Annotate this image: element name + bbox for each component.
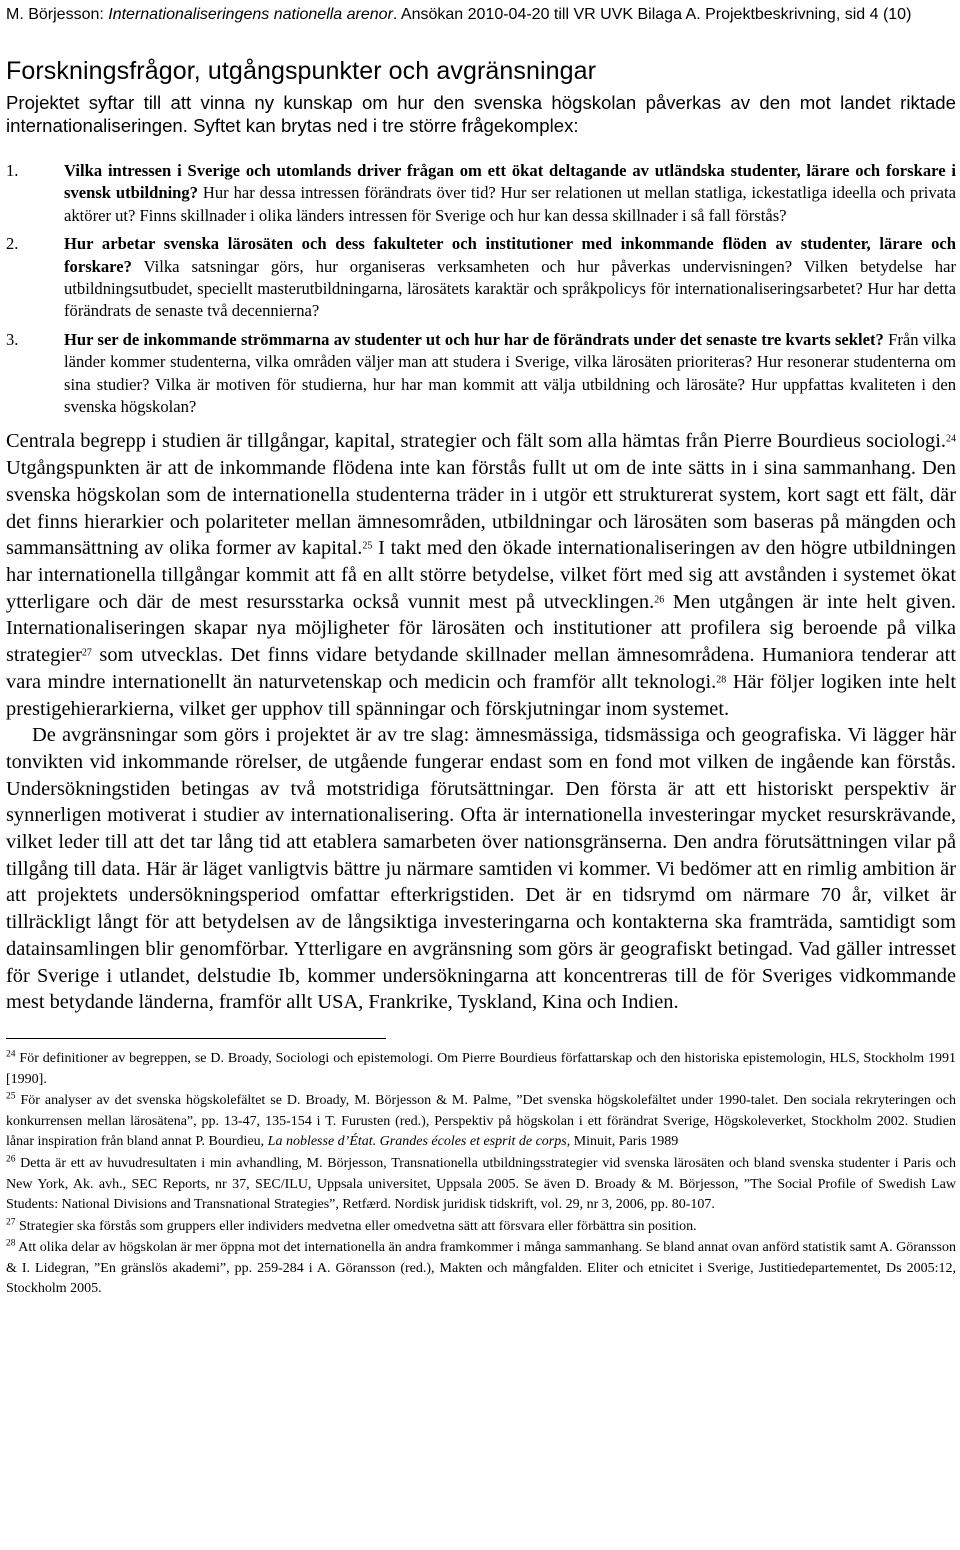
footnote-text: Att olika delar av högskolan är mer öppna mot det internationella än andra framkommer i många sammanhang. Se bland annat ovan anförd statistik samt A. Göransson & I. Lidegran, ”En gränslös akademi”, pp. 259-284 i A. Göransson (red.), Makten och mångfalden. Eliter och etnicitet i Sverige, Justitiedepartementet, Ds 2005:12, Stockholm 2005.	[6, 1240, 956, 1297]
footnote	[6, 1238, 956, 1300]
question-bold-text: Vilka intressen i Sverige och utomlands driver frågan om ett ökat deltagande av utländska studenter, lärare och forskare i svensk utbildning?	[64, 161, 956, 203]
question-text: Vilka satsningar görs, hur organiseras verksamheten och hur påverkas undervisningen? Vilken betydelse har utbildningsutbudet, speciellt masterutbildningarna, lärosätets karaktär och språkpolicys för internationaliseringsarbetet? Hur har detta förändrats de senaste två decennierna?	[64, 256, 956, 321]
question-number: 2.	[6, 234, 19, 254]
question-bold-text: Hur ser de inkommande strömmarna av studenter ut och hur har de förändrats under det senaste tre kvarts seklet?	[64, 329, 884, 349]
footnote-ref[interactable]: 24	[946, 433, 956, 445]
body-paragraph-2: De avgränsningar som görs i projektet är av tre slag: ämnesmässiga, tidsmässiga och geografiska. Vi lägger här tonvikten vid inkommande rörelser, de utgående fungerar endast som en fond mot vilken de ingående kan förstås. Undersökningstiden betingas av två motstridiga förutsättningar. Den första är att ett historiskt perspektiv är synnerligen motiverat i studier av internationalisering. Ofta är internationella investeringar mycket resurskrävande, vilket leder till att det tar lång tid att etablera samarbeten över nationsgränserna. Den andra förutsättningen vilar på tillgång till data. Här är läget vanligtvis bättre ju närmare samtiden vi kommer. Vi bedömer att en rimlig ambition är att projektets undersökningsperiod omfattar efterkrigstiden. Det är en tidsrymd om närmare 70 år, vilket är tillräckligt långt för att betydelsen av de långsiktiga investeringarna och kontakterna ska framträda, samtidigt som datainsamlingen blir genomförbar. Ytterligare en avgränsning som görs är geografiskt betingad. Vad gäller intresset för Sverige i utlandet, delstudie Ib, kommer undersökningarna att koncentreras till de för Sveriges vidkommande mest betydande länderna, framför allt USA, Frankrike, Tyskland, Kina och Indien.	[6, 724, 956, 1014]
question-item	[6, 160, 956, 227]
footnote	[6, 1217, 956, 1238]
body-sentence: Utgångspunkten är att de inkommande flödena inte kan förstås fullt ut om de inte sätts in i sina sammanhang. Den svenska högskolan som de internationella studenterna träder in i utgör ett strukturerat system, kort sagt ett fält, där det finns hierarkier och polariteter mellan ämnesområden, utbildningar och lärosäten som baseras på mängden och sammansättning av olika former av kapital.	[6, 457, 956, 560]
question-text: Från vilka länder kommer studenterna, vilka områden väljer man att studera i Sverige, vilka lärosäten prioriteras? Hur resonerar studenterna om sina studier? Vilka är motiven för studierna, hur har man kommit att välja utbildning och lärosäte? Hur uppfattas kvaliteten i den svenska högskolan?	[64, 329, 956, 417]
header-title: Internationaliseringens nationella arenor	[108, 6, 393, 23]
footnote-ref[interactable]: 25	[362, 540, 373, 552]
question-number: 1.	[6, 161, 19, 180]
intro-paragraph: Projektet syftar till att vinna ny kunskap om hur den svenska högskolan påverkas av den mot landet riktade internationaliseringen. Syftet kan brytas ned i tre större frågekomplex:	[6, 92, 956, 136]
footnote-ref[interactable]: 28	[716, 674, 727, 686]
body-paragraph-1	[6, 428, 956, 722]
body-sentence: Men utgången är inte helt given. Internationaliseringen skapar nya möjligheter för lärosäten och institutioner att profilera sig beroende på vilka strategier	[6, 590, 956, 667]
footnote-ref[interactable]: 27	[81, 647, 92, 659]
footnote-number: 28	[6, 1238, 16, 1249]
section-title: Forskningsfrågor, utgångspunkter och avgränsningar	[6, 57, 597, 85]
question-item	[6, 233, 956, 323]
footnote-italic-title: La noblesse d’État. Grandes écoles et esprit de corps	[267, 1134, 567, 1150]
footnote-separator	[6, 1038, 386, 1039]
footnote-text: Detta är ett av huvudresultaten i min avhandling, M. Börjesson, Transnationella utbildningsstrategier vid svenska lärosäten och bland svenska studenter i Paris och New York, Ak. avh., SEC Reports, nr 37, SEC/ILU, Uppsala universitet, Uppsala 2005. Se även D. Broady & M. Börjesson, ”The Social Profile of Swedish Law Students: National Divisions and Transnational Strategies”, Retfærd. Nordisk juridisk tidskrift, vol. 29, nr 3, 2006, pp. 80-107.	[6, 1155, 956, 1213]
question-number: 3.	[6, 329, 19, 349]
document-page	[6, 0, 956, 1301]
footnote-text: Strategier ska förstås som gruppers eller individers medvetna eller omedvetna sätt att försvara eller förbättra sin position.	[15, 1218, 697, 1234]
body-sentence: som utvecklas. Det finns vidare betydande skillnader mellan ämnesområdena. Humaniora tenderar att vara mindre internationellt än naturvetenskap och medicin och framför allt teknologi.	[6, 644, 956, 693]
footnote-number: 26	[6, 1154, 16, 1165]
footnote-text: För analyser av det svenska högskolefältet se D. Broady, M. Börjesson & M. Palme, ”Det svenska högskolefältet under 1990-talet. Den sociala rekryteringen och konkurrensen mellan lärosätena”, pp. 13-47, 135-154 i T. Furusten (red.), Perspektiv på högskolan i ett förändrat Sverige, Högskoleverket, Stockholm 2002. Studien lånar inspiration från bland annat P. Bourdieu,	[6, 1093, 956, 1150]
footnote-number: 24	[6, 1049, 16, 1060]
header-rest: . Ansökan 2010-04-20 till VR UVK Bilaga A. Projektbeskrivning, sid 4 (10)	[392, 6, 912, 23]
question-bold-text: Hur arbetar svenska lärosäten och dess fakulteter och institutioner med inkommande flöden av studenter, lärare och forskare?	[64, 234, 956, 276]
footnote	[6, 1154, 956, 1216]
footnote-text: , Minuit, Paris 1989	[566, 1134, 679, 1150]
question-list	[6, 160, 956, 418]
question-item	[6, 329, 956, 419]
body-sentence: Här följer logiken inte helt prestigehierarkierna, vilket ger upphov till spänningar och förskjutningar inom systemet.	[6, 670, 957, 720]
footnote-number: 27	[6, 1217, 16, 1227]
body-text	[6, 428, 956, 1015]
footnote-text: För definitioner av begreppen, se D. Broady, Sociologi och epistemologi. Om Pierre Bourdieus författarskap och den historiska epistemologin, HLS, Stockholm 1991 [1990].	[6, 1050, 956, 1087]
footnote-ref[interactable]: 26	[654, 594, 665, 606]
footnote-number: 25	[6, 1091, 16, 1102]
question-text: Hur har dessa intressen förändrats över tid? Hur ser relationen ut mellan statliga, ickestatliga ideella och privata aktörer ut? Finns skillnader i olika länders intressen för Sverige och hur kan dessa skillnader i så fall förstås?	[64, 183, 956, 225]
footnotes	[6, 1049, 956, 1300]
body-sentence: I takt med den ökade internationaliseringen av den högre utbildningen har internationella tillgångar kommit att få en allt större betydelse, vilket fört med sig att avstånden i systemet ökat ytterligare och där de mest resursstarka också vunnit mest på utvecklingen.	[6, 537, 956, 613]
footnote	[6, 1091, 956, 1153]
header-author: M. Börjesson:	[6, 6, 109, 23]
running-header	[6, 5, 956, 25]
body-sentence: Centrala begrepp i studien är tillgångar, kapital, strategier och fält som alla hämtas från Pierre Bourdieus sociologi.	[6, 430, 946, 453]
footnote	[6, 1049, 956, 1090]
